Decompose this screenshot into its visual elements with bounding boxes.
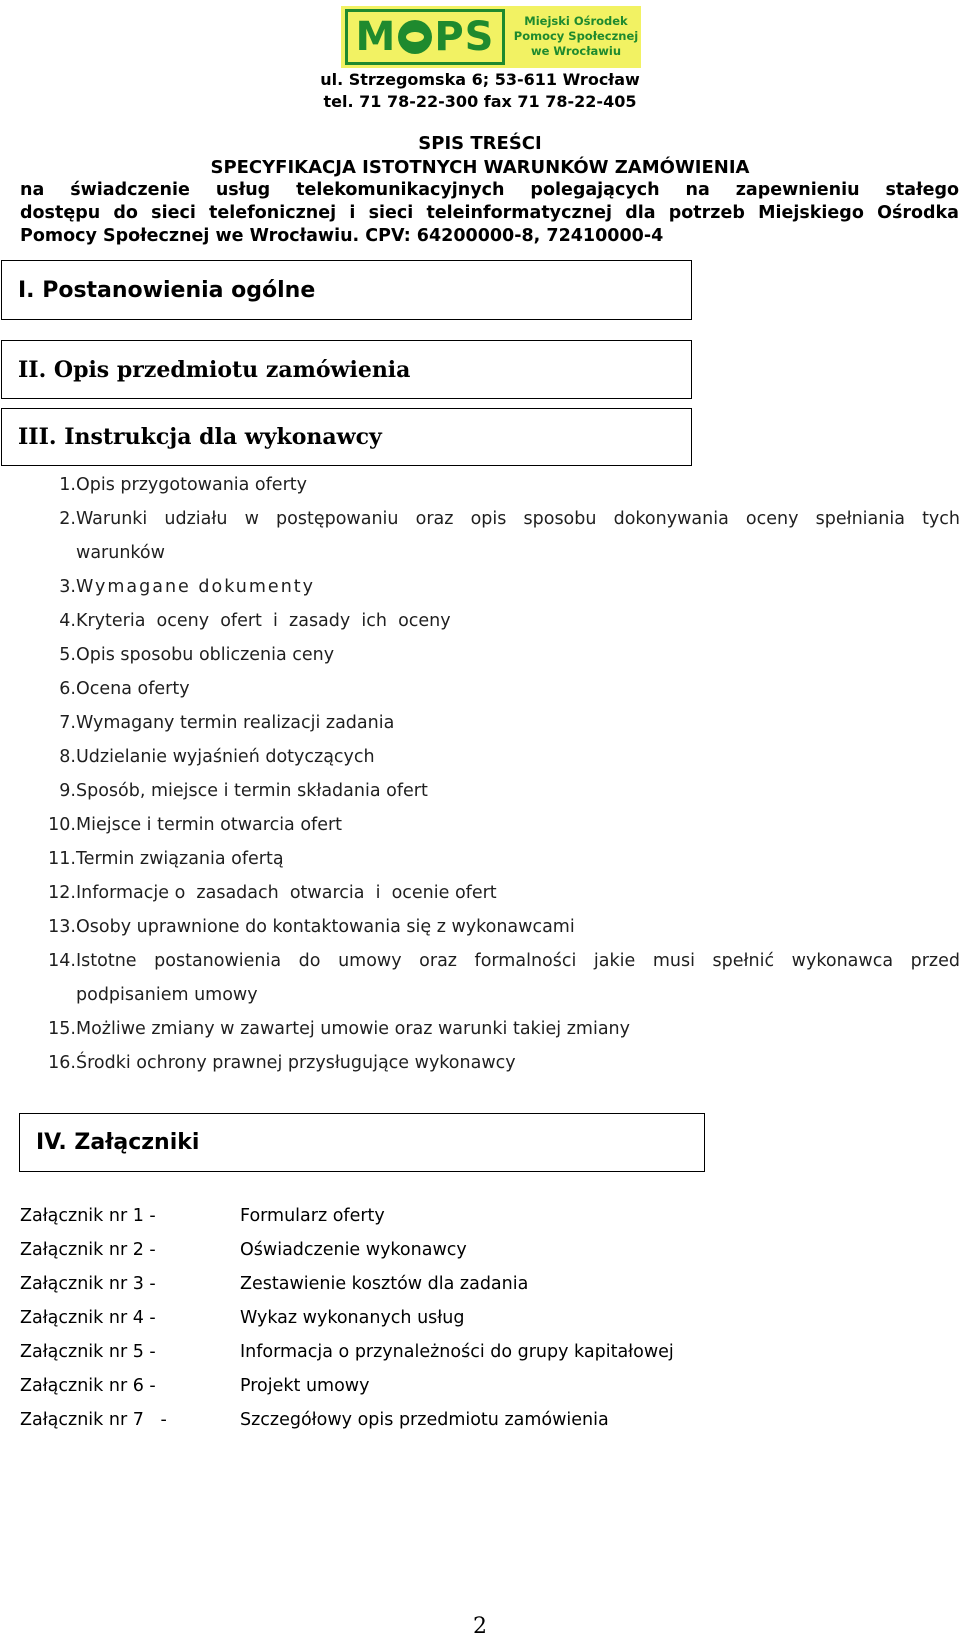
toc-item: 1. Opis przygotowania oferty (59, 475, 307, 495)
toc-item: 15. Możliwe zmiany w zawartej umowie oraz warunki takiej zmiany (48, 1019, 630, 1039)
logo-letters-ps: PS (434, 14, 495, 60)
toc-item: 6. Ocena oferty (59, 679, 190, 699)
logo-subtitle: Miejski Ośrodek Pomocy Społecznej we Wrocławiu (513, 14, 639, 58)
subject-line-2: dostępu do sieci telefonicznej i sieci teleinformatycznej dla potrzeb Miejskiego Ośrodka (20, 203, 959, 223)
subject-line-3: Pomocy Społecznej we Wrocławiu. CPV: 64200000-8, 72410000-4 (20, 226, 664, 246)
attachment-label: Załącznik nr 5 - (20, 1342, 156, 1362)
toc-item: 8. Udzielanie wyjaśnień dotyczących (59, 747, 375, 767)
attachment-label: Załącznik nr 7 - (20, 1410, 167, 1430)
toc-item: 2. Warunki udziału w postępowaniu oraz opis sposobu dokonywania oceny spełniania tych (59, 509, 960, 529)
attachment-label: Załącznik nr 4 - (20, 1308, 156, 1328)
toc-item-continuation: podpisaniem umowy (76, 985, 258, 1005)
attachment-label: Załącznik nr 6 - (20, 1376, 156, 1396)
toc-item: 11. Termin związania ofertą (48, 849, 284, 869)
spec-title: SPECYFIKACJA ISTOTNYCH WARUNKÓW ZAMÓWIENIA (210, 157, 750, 178)
toc-item: 14. Istotne postanowienia do umowy oraz formalności jakie musi spełnić wykonawca przed (48, 951, 960, 971)
toc-item: 3. Wymagane dokumenty (59, 577, 316, 597)
section-subject-description: II. Opis przedmiotu zamówienia (1, 340, 692, 399)
address-line: ul. Strzegomska 6; 53-611 Wrocław (320, 70, 640, 89)
toc-item-continuation: warunków (76, 543, 165, 563)
subject-line-1: na świadczenie usług telekomunikacyjnych polegających na zapewnieniu stałego (20, 180, 959, 200)
attachment-description: Formularz oferty (240, 1206, 385, 1226)
toc-item: 13. Osoby uprawnione do kontaktowania się z wykonawcami (48, 917, 575, 937)
attachment-label: Załącznik nr 2 - (20, 1240, 156, 1260)
toc-item: 12. Informacje o zasadach otwarcia i ocenie ofert (48, 883, 497, 903)
section-attachments: IV. Załączniki (19, 1113, 705, 1172)
toc-item: 7. Wymagany termin realizacji zadania (59, 713, 395, 733)
attachment-description: Zestawienie kosztów dla zadania (240, 1274, 529, 1294)
toc-item: 16. Środki ochrony prawnej przysługujące wykonawcy (48, 1053, 516, 1073)
toc-heading: SPIS TREŚCI (418, 133, 542, 154)
attachment-description: Informacja o przynależności do grupy kapitałowej (240, 1342, 674, 1362)
attachment-label: Załącznik nr 1 - (20, 1206, 156, 1226)
attachment-description: Oświadczenie wykonawcy (240, 1240, 467, 1260)
phone-line: tel. 71 78-22-300 fax 71 78-22-405 (323, 92, 637, 111)
section-contractor-instructions: III. Instrukcja dla wykonawcy (1, 408, 692, 466)
mops-logo (341, 6, 641, 68)
attachment-label: Załącznik nr 3 - (20, 1274, 156, 1294)
toc-item: 9. Sposób, miejsce i termin składania ofert (59, 781, 428, 801)
logo-letter-m: M (355, 14, 397, 60)
handshake-icon (398, 20, 432, 54)
attachment-description: Wykaz wykonanych usług (240, 1308, 465, 1328)
attachment-description: Projekt umowy (240, 1376, 370, 1396)
section-general-provisions: I. Postanowienia ogólne (1, 260, 692, 320)
toc-item: 4. Kryteria oceny ofert i zasady ich oceny (59, 611, 451, 631)
logo-wordmark (345, 9, 505, 65)
page-number: 2 (473, 1614, 487, 1639)
toc-item: 10. Miejsce i termin otwarcia ofert (48, 815, 343, 835)
attachment-description: Szczegółowy opis przedmiotu zamówienia (240, 1410, 609, 1430)
toc-item: 5. Opis sposobu obliczenia ceny (59, 645, 335, 665)
